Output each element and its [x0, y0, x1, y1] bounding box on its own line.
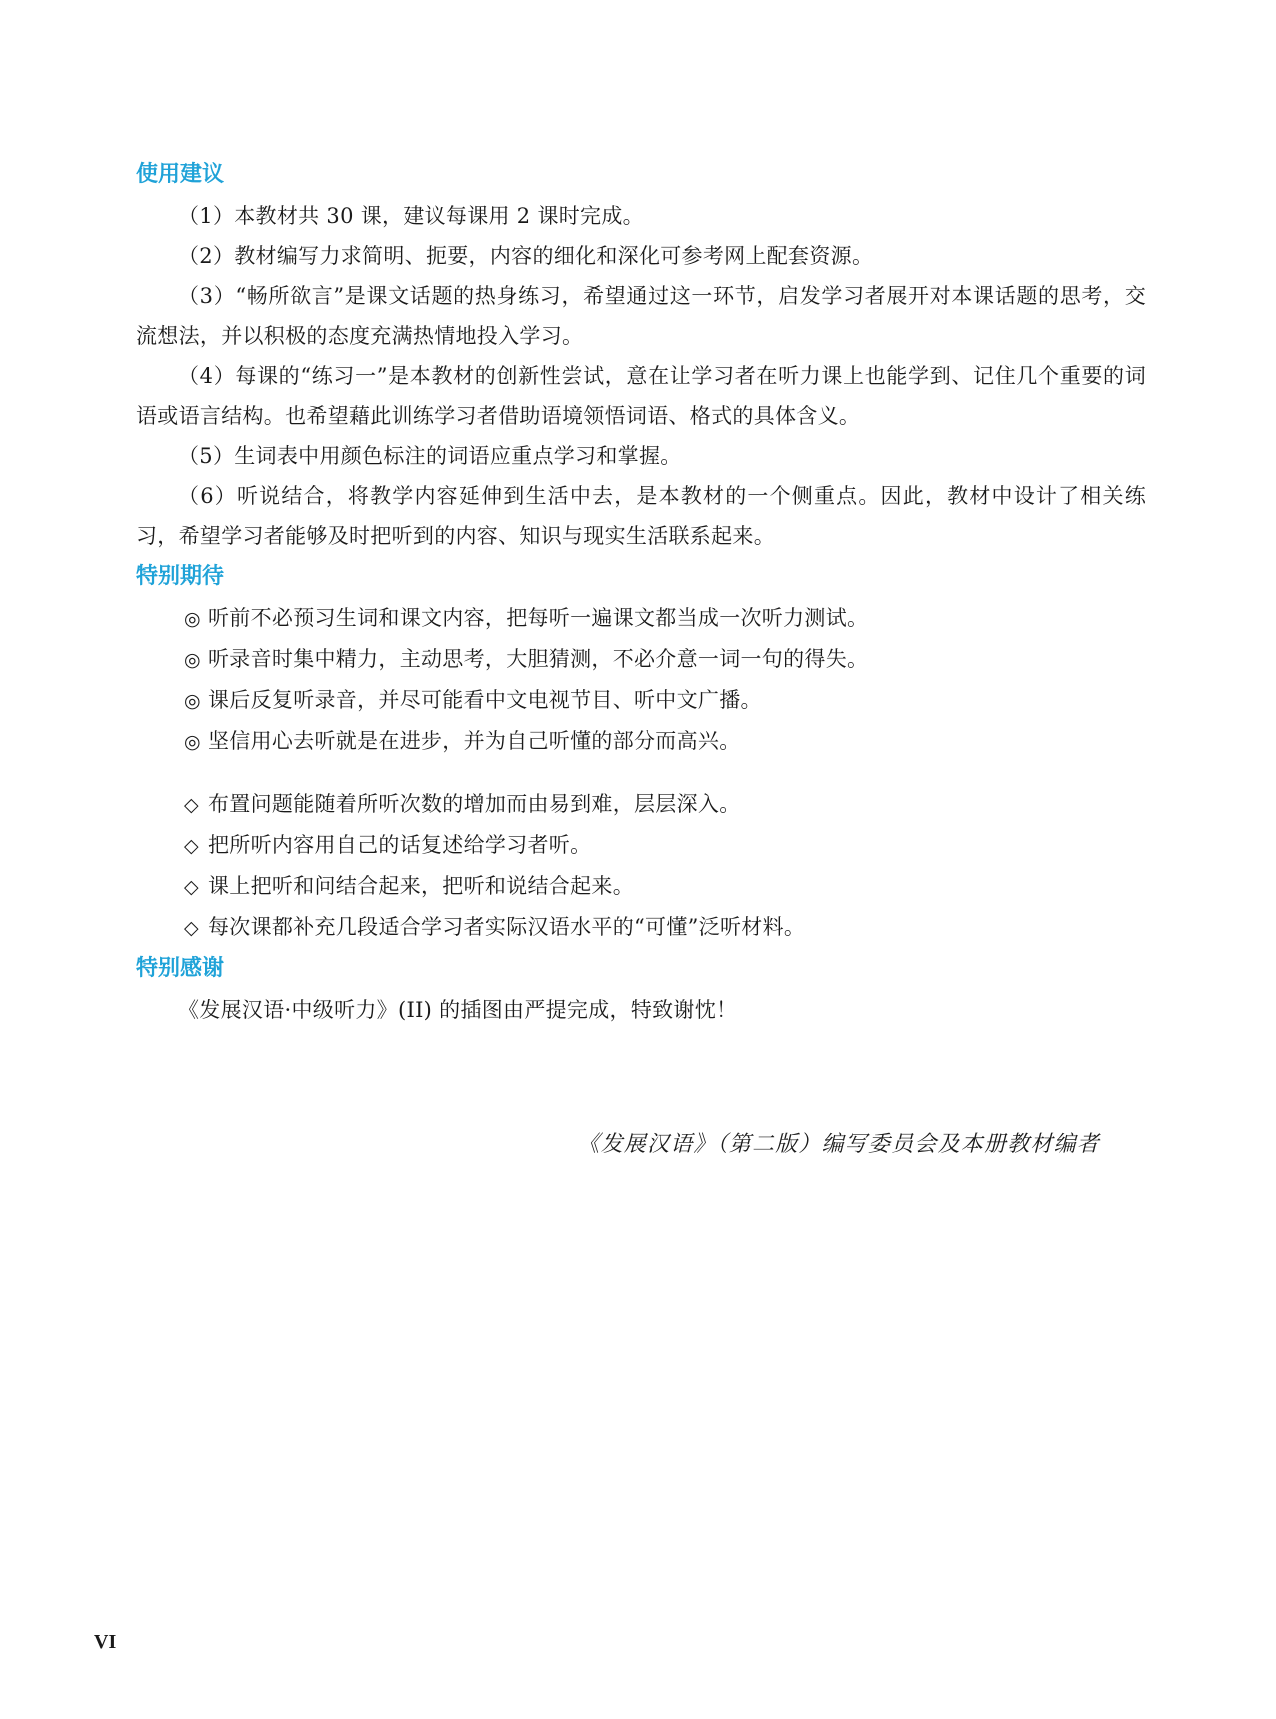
- usage-item-4: （4）每课的“练习一”是本教材的创新性尝试，意在让学习者在听力课上也能学到、记住几个重要的词语或语言结构。也希望藉此训练学习者借助语境领悟词语、格式的具体含义。: [136, 364, 1146, 428]
- double-circle-icon: ◎: [184, 608, 201, 630]
- diamond-icon: ◇: [184, 835, 199, 857]
- page-number: VI: [94, 1631, 117, 1653]
- expectations-heading: 特别期待: [136, 564, 225, 589]
- diamond-icon: ◇: [184, 917, 199, 939]
- usage-item-5: （5）生词表中用颜色标注的词语应重点学习和掌握。: [178, 444, 682, 468]
- page-content: [136, 160, 1146, 1030]
- list-item: ◎ 坚信用心去听就是在进步，并为自己听懂的部分而高兴。: [184, 721, 1146, 762]
- diamond-icon: ◇: [184, 876, 199, 898]
- list-item: ◎ 听前不必预习生词和课文内容，把每听一遍课文都当成一次听力测试。: [184, 598, 1146, 639]
- list-item: ◎ 课后反复听录音，并尽可能看中文电视节目、听中文广播。: [184, 680, 1146, 721]
- usage-item-3: （3）“畅所欲言”是课文话题的热身练习，希望通过这一环节，启发学习者展开对本课话题的思考，交流想法，并以积极的态度充满热情地投入学习。: [136, 284, 1146, 348]
- teacher-expectations-list: [136, 784, 1146, 948]
- thanks-text: 《发展汉语·中级听力》(II) 的插图由严提完成，特致谢忱！: [178, 998, 738, 1022]
- learner-expectations-list: [136, 598, 1146, 762]
- usage-item-6: （6）听说结合，将教学内容延伸到生活中去，是本教材的一个侧重点。因此，教材中设计了相关练习，希望学习者能够及时把听到的内容、知识与现实生活联系起来。: [136, 484, 1146, 548]
- double-circle-icon: ◎: [184, 731, 201, 753]
- usage-heading: 使用建议: [136, 162, 225, 187]
- diamond-icon: ◇: [184, 794, 199, 816]
- thanks-heading: 特别感谢: [136, 956, 225, 981]
- editor-signature: 《发展汉语》（第二版）编写委员会及本册教材编者: [577, 1132, 1100, 1157]
- double-circle-icon: ◎: [184, 690, 201, 712]
- double-circle-icon: ◎: [184, 649, 201, 671]
- usage-item-1: （1）本教材共 30 课，建议每课用 2 课时完成。: [178, 204, 644, 228]
- list-item: ◇ 课上把听和问结合起来，把听和说结合起来。: [184, 866, 1146, 907]
- usage-item-2: （2）教材编写力求简明、扼要，内容的细化和深化可参考网上配套资源。: [178, 244, 874, 268]
- list-item: ◇ 布置问题能随着所听次数的增加而由易到难，层层深入。: [184, 784, 1146, 825]
- list-item: ◇ 每次课都补充几段适合学习者实际汉语水平的“可懂”泛听材料。: [184, 907, 1146, 948]
- list-item: ◎ 听录音时集中精力，主动思考，大胆猜测，不必介意一词一句的得失。: [184, 639, 1146, 680]
- list-item: ◇ 把所听内容用自己的话复述给学习者听。: [184, 825, 1146, 866]
